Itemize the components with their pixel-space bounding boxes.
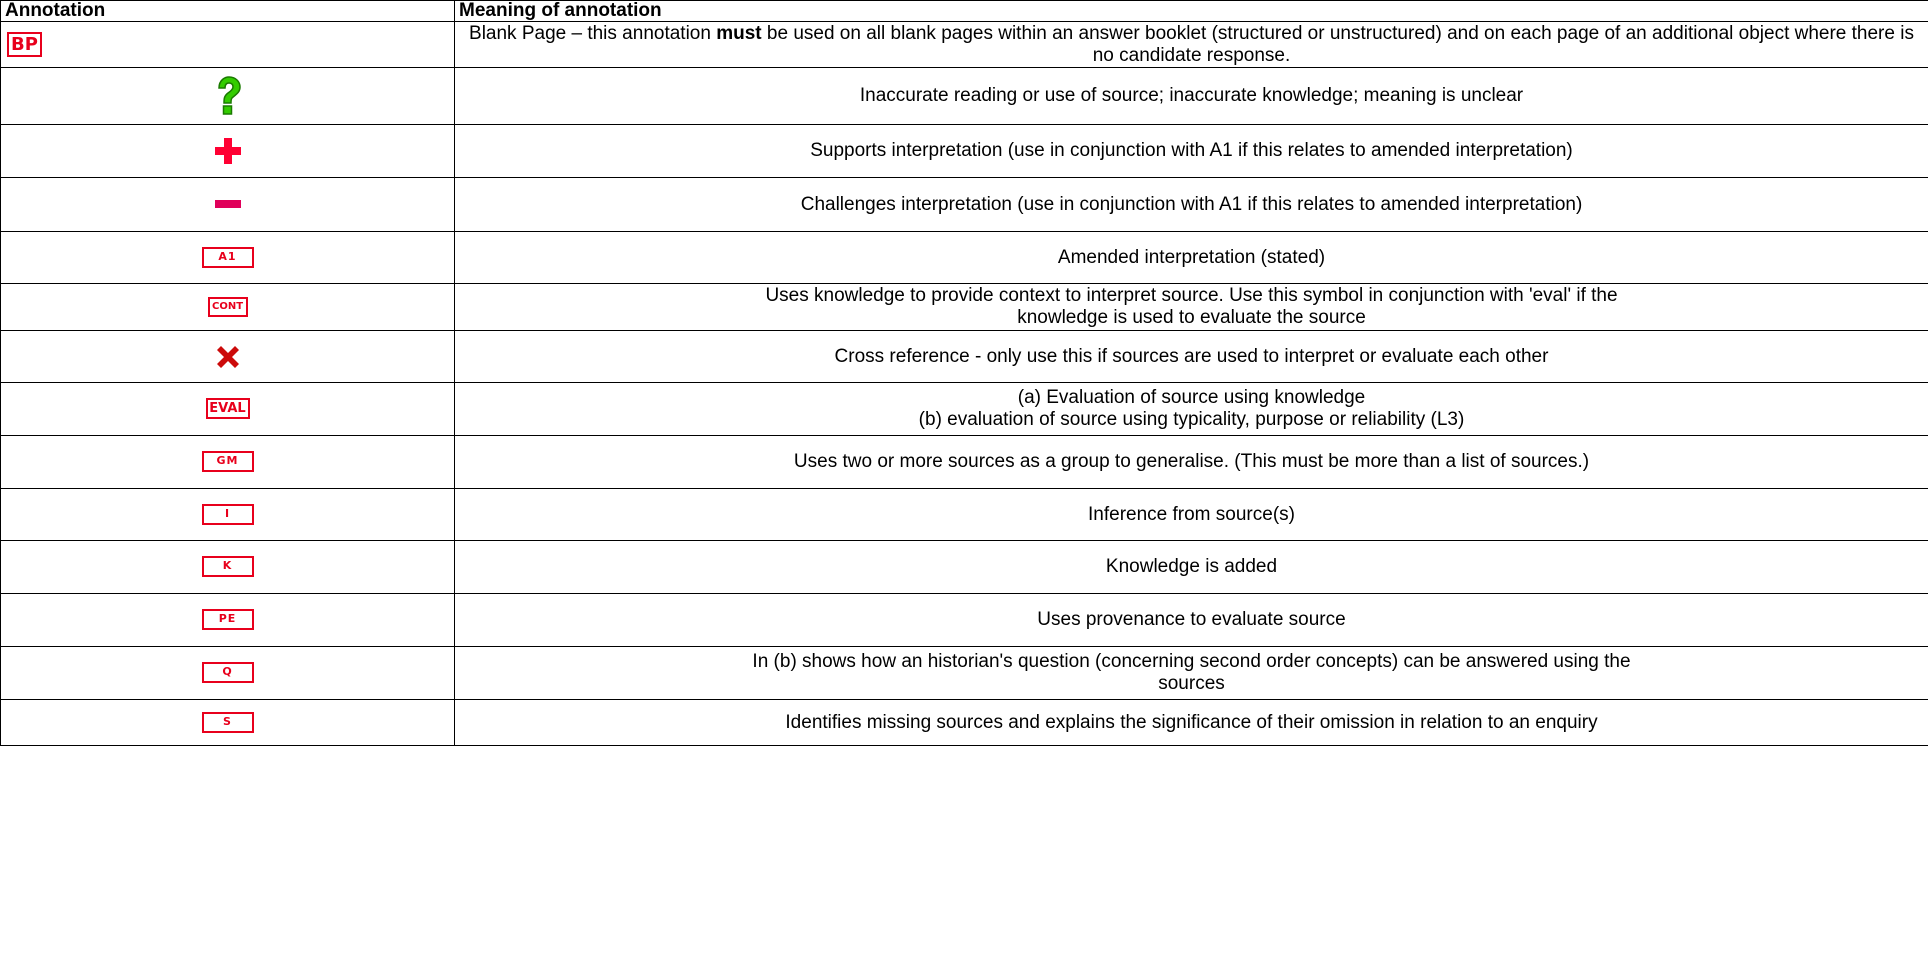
i-icon: I — [202, 504, 254, 525]
meaning-cell: Challenges interpretation (use in conjunction with A1 if this relates to amended interpretation) — [455, 178, 1928, 232]
meaning-cell — [455, 383, 1928, 436]
meaning-text: Blank Page – this annotation — [469, 22, 717, 44]
pe-icon: PE — [202, 609, 254, 630]
k-icon: K — [202, 556, 254, 577]
table-row — [1, 125, 1928, 178]
table-row — [1, 68, 1928, 125]
meaning-cell: Knowledge is added — [455, 541, 1928, 594]
meaning-line: sources — [1158, 673, 1225, 694]
annotation-cell — [1, 178, 455, 232]
table-row — [1, 541, 1928, 594]
meaning-cell — [455, 647, 1928, 700]
table-header-row — [1, 1, 1928, 22]
meaning-cell: Cross reference - only use this if sources are used to interpret or evaluate each other — [455, 331, 1928, 383]
meaning-bold: must — [716, 22, 762, 44]
annotation-cell — [1, 284, 455, 331]
minus-icon — [215, 200, 241, 208]
annotation-cell — [1, 68, 455, 125]
meaning-cell: Supports interpretation (use in conjunction with A1 if this relates to amended interpretation) — [455, 125, 1928, 178]
table-row — [1, 22, 1928, 68]
meaning-line: In (b) shows how an historian's question (concerning second order concepts) can be answered using the — [752, 651, 1631, 672]
meaning-cell: Inaccurate reading or use of source; inaccurate knowledge; meaning is unclear — [455, 68, 1928, 125]
meaning-cell: Uses provenance to evaluate source — [455, 594, 1928, 647]
table-row — [1, 647, 1928, 700]
plus-icon — [215, 138, 241, 164]
annotation-cell — [1, 700, 455, 746]
a1-icon: A1 — [202, 247, 254, 268]
meaning-line: (a) Evaluation of source using knowledge — [1017, 387, 1366, 408]
eval-icon: EVAL — [206, 398, 250, 419]
annotation-cell — [1, 541, 455, 594]
meaning-cell: Amended interpretation (stated) — [455, 232, 1928, 284]
annotation-cell — [1, 331, 455, 383]
meaning-line: (b) evaluation of source using typicality, purpose or reliability (L3) — [918, 409, 1465, 430]
annotation-cell — [1, 22, 455, 68]
meaning-cell: Identifies missing sources and explains the significance of their omission in relation to an enquiry — [455, 700, 1928, 746]
annotation-cell — [1, 594, 455, 647]
gm-icon: GM — [202, 451, 254, 472]
annotation-cell — [1, 436, 455, 489]
meaning-cell: Uses two or more sources as a group to generalise. (This must be more than a list of sources.) — [455, 436, 1928, 489]
table-row — [1, 436, 1928, 489]
annotation-cell — [1, 647, 455, 700]
s-icon: S — [202, 712, 254, 733]
table-row — [1, 489, 1928, 541]
annotation-cell — [1, 232, 455, 284]
meaning-cell: Inference from source(s) — [455, 489, 1928, 541]
table-row — [1, 594, 1928, 647]
meaning-text: be used on all blank pages within an answer booklet (structured or unstructured) and on each page of an additional object where there is no candidate response. — [761, 22, 1914, 66]
annotation-cell — [1, 489, 455, 541]
table-row — [1, 383, 1928, 436]
q-icon: Q — [202, 662, 254, 683]
annotation-cell — [1, 125, 455, 178]
meaning-cell — [455, 284, 1928, 331]
table-row — [1, 700, 1928, 746]
meaning-line: knowledge is used to evaluate the source — [1017, 307, 1366, 328]
table-row — [1, 284, 1928, 331]
table-row — [1, 232, 1928, 284]
question-icon — [213, 76, 243, 116]
meaning-line: Uses knowledge to provide context to interpret source. Use this symbol in conjunction with 'eval' if the — [765, 285, 1618, 306]
header-annotation: Annotation — [1, 1, 455, 22]
cont-icon: CONT — [208, 297, 248, 317]
table-row — [1, 178, 1928, 232]
bp-icon: BP — [7, 32, 42, 57]
cross-icon — [214, 343, 242, 371]
table-row — [1, 331, 1928, 383]
annotation-cell — [1, 383, 455, 436]
meaning-cell — [455, 22, 1928, 68]
header-meaning: Meaning of annotation — [455, 1, 1928, 22]
